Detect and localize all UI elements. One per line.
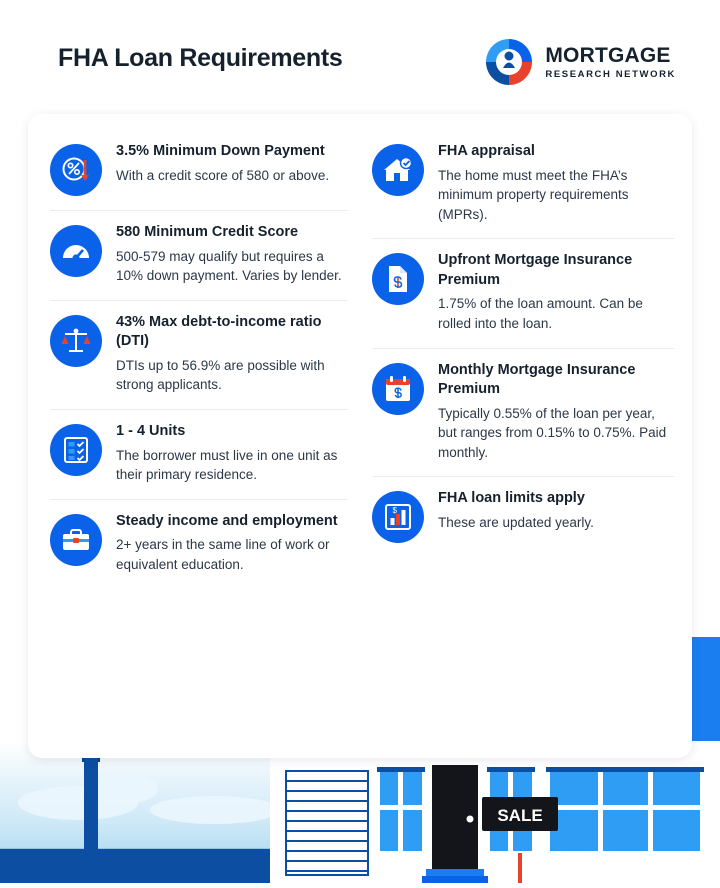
- requirements-card: [28, 114, 692, 758]
- list-item: [372, 477, 674, 557]
- header: [0, 0, 720, 110]
- units-building-checklist-icon: [50, 424, 102, 476]
- item-description: The borrower must live in one unit as their primary residence.: [116, 447, 338, 483]
- item-title: FHA appraisal: [438, 143, 535, 159]
- item-title: Monthly Mortgage Insurance Premium: [438, 361, 636, 398]
- item-title: 1 - 4 Units: [116, 422, 186, 439]
- list-item: [50, 211, 348, 301]
- home-appraisal-icon: [372, 144, 424, 196]
- right-column: [360, 114, 692, 588]
- speedometer-logo-icon: [483, 36, 535, 88]
- list-item: [50, 410, 348, 500]
- brand-tagline: RESEARCH NETWORK: [545, 68, 676, 80]
- item-title: 43% Max debt-to-income ratio (DTI): [116, 313, 322, 350]
- brand-logo: [483, 36, 676, 88]
- page-title: FHA Loan Requirements: [58, 44, 343, 72]
- list-item: [372, 239, 674, 348]
- bar-chart-dollar-icon: [372, 491, 424, 543]
- percent-down-arrow-icon: [50, 144, 102, 196]
- item-description: These are updated yearly.: [438, 514, 594, 530]
- left-column: [28, 114, 360, 588]
- item-description: 2+ years in the same line of work or equivalent education.: [116, 537, 330, 572]
- list-item: [50, 500, 348, 589]
- item-description: Typically 0.55% of the loan per year, but ranges from 0.15% to 0.75%. Paid monthly.: [438, 405, 667, 460]
- list-item: [372, 349, 674, 478]
- brand-name: MORTGAGE: [545, 43, 671, 67]
- document-dollar-icon: [372, 253, 424, 305]
- item-description: With a credit score of 580 or above.: [116, 167, 330, 183]
- item-title: 3.5% Minimum Down Payment: [116, 143, 325, 159]
- list-item: [372, 130, 674, 239]
- credit-gauge-icon: [50, 225, 102, 277]
- svg-text:$: $: [392, 506, 397, 516]
- item-description: 1.75% of the loan amount. Can be rolled into the loan.: [438, 296, 643, 331]
- calendar-dollar-icon: [372, 363, 424, 415]
- item-description: 500-579 may qualify but requires a 10% down payment. Varies by lender.: [116, 248, 342, 284]
- item-title: 580 Minimum Credit Score: [116, 224, 299, 240]
- briefcase-income-icon: [50, 514, 102, 566]
- list-item: [50, 130, 348, 211]
- item-title: Steady income and employment: [116, 512, 338, 529]
- scales-balance-icon: [50, 315, 102, 367]
- list-item: [50, 301, 348, 410]
- item-title: Upfront Mortgage Insurance Premium: [438, 252, 633, 288]
- item-description: The home must meet the FHA’s minimum property requirements (MPRs).: [438, 167, 629, 222]
- item-title: FHA loan limits apply: [438, 490, 585, 507]
- left-pipe: [84, 755, 98, 863]
- sale-sign-label: SALE: [497, 806, 543, 825]
- item-description: DTIs up to 56.9% are possible with strong applicants.: [116, 357, 325, 393]
